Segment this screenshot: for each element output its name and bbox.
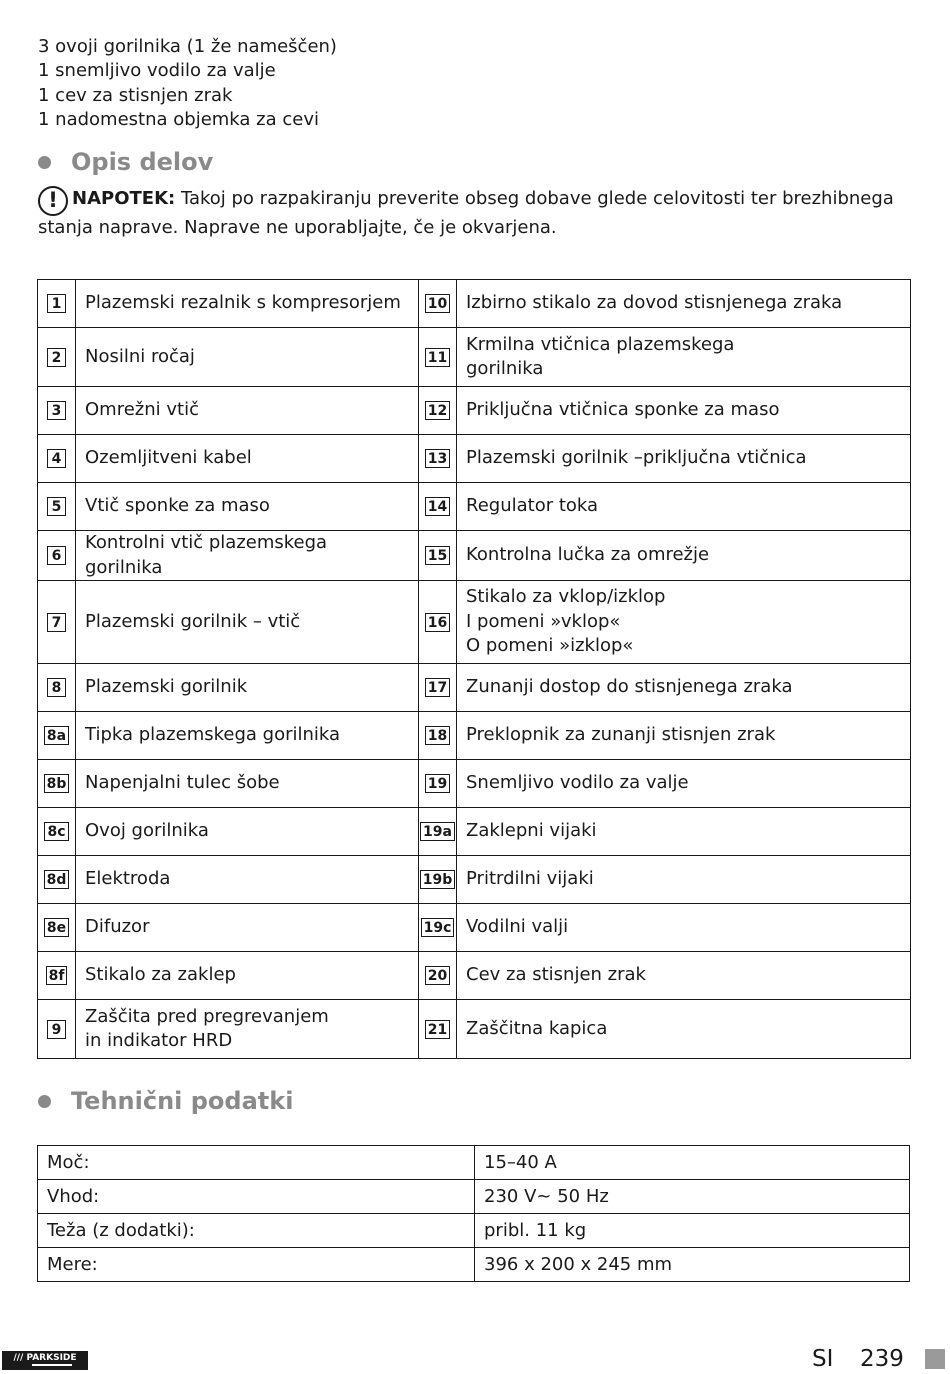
part-label-cell xyxy=(76,664,419,712)
part-number-cell xyxy=(38,712,76,760)
part-number-cell xyxy=(419,435,457,483)
part-label-cell xyxy=(76,387,419,435)
tech-heading xyxy=(38,1087,293,1115)
part-number-badge: 20 xyxy=(425,966,450,985)
part-label-cell xyxy=(457,483,911,531)
part-label: Vtič sponke za maso xyxy=(85,495,270,517)
part-number-cell xyxy=(419,856,457,904)
part-number-badge: 19 xyxy=(425,774,450,793)
tech-key: Vhod: xyxy=(38,1180,475,1214)
part-number-badge: 1 xyxy=(47,294,66,313)
part-number-badge: 19c xyxy=(421,918,455,937)
intro-line: 1 cev za stisnjen zrak xyxy=(38,84,233,106)
part-number-badge: 14 xyxy=(425,497,450,516)
part-label: Ovoj gorilnika xyxy=(85,820,209,842)
bullet-icon xyxy=(38,1095,51,1108)
parts-row xyxy=(38,952,911,1000)
part-label-cell xyxy=(76,280,419,328)
brand-logo xyxy=(2,1351,88,1370)
part-number-badge: 9 xyxy=(47,1020,66,1039)
part-label: Nosilni ročaj xyxy=(85,345,195,367)
parts-row xyxy=(38,531,911,581)
part-label: Plazemski gorilnik xyxy=(85,676,248,698)
part-label: Plazemski gorilnik – vtič xyxy=(85,610,301,632)
tech-key: Moč: xyxy=(38,1146,475,1180)
intro-line: 1 nadomestna objemka za cevi xyxy=(38,108,319,130)
part-label-cell xyxy=(76,531,419,581)
part-number-cell xyxy=(38,531,76,581)
part-label-cell xyxy=(76,952,419,1000)
part-label: Difuzor xyxy=(85,916,150,938)
part-number-badge: 8f xyxy=(46,966,68,985)
tech-value: 396 x 200 x 245 mm xyxy=(475,1248,910,1282)
part-label-cell xyxy=(457,712,911,760)
part-label: Omrežni vtič xyxy=(85,399,199,421)
parts-row xyxy=(38,581,911,664)
part-number-badge: 6 xyxy=(47,546,66,565)
part-label: Plazemski gorilnik –priključna vtičnica xyxy=(466,447,807,469)
tech-row xyxy=(38,1146,910,1180)
part-label-cell xyxy=(76,435,419,483)
part-label: Preklopnik za zunanji stisnjen zrak xyxy=(466,724,776,746)
part-number-badge: 7 xyxy=(47,613,66,632)
part-label-cell xyxy=(457,435,911,483)
part-number-cell xyxy=(419,328,457,387)
tech-key: Mere: xyxy=(38,1248,475,1282)
part-label: Napenjalni tulec šobe xyxy=(85,772,280,794)
part-number-badge: 5 xyxy=(47,497,66,516)
part-label-cell xyxy=(457,664,911,712)
part-label-cell xyxy=(457,1000,911,1059)
part-number-badge: 13 xyxy=(425,449,450,468)
part-number-badge: 8b xyxy=(44,774,70,793)
parts-row xyxy=(38,328,911,387)
part-label-cell xyxy=(457,328,911,387)
part-number-badge: 3 xyxy=(47,401,66,420)
part-number-cell xyxy=(419,904,457,952)
tech-value: 230 V~ 50 Hz xyxy=(475,1180,910,1214)
part-label-cell xyxy=(457,581,911,664)
part-number-badge: 15 xyxy=(425,546,450,565)
part-number-badge: 4 xyxy=(47,449,66,468)
parts-heading xyxy=(38,148,213,176)
page-tab-marker xyxy=(925,1349,945,1369)
part-label-cell xyxy=(457,904,911,952)
tech-key: Teža (z dodatki): xyxy=(38,1214,475,1248)
part-number-cell xyxy=(419,581,457,664)
bullet-icon xyxy=(38,156,51,169)
part-number-cell xyxy=(38,483,76,531)
exclamation-circle-icon: ! xyxy=(38,186,68,216)
part-label-cell xyxy=(76,1000,419,1059)
part-label: Izbirno stikalo za dovod stisnjenega zraka xyxy=(466,292,843,314)
part-number-badge: 19a xyxy=(420,822,455,841)
parts-row xyxy=(38,387,911,435)
part-number-cell xyxy=(419,952,457,1000)
part-label-cell xyxy=(457,808,911,856)
part-label-cell xyxy=(76,581,419,664)
part-number-badge: 8a xyxy=(44,726,69,745)
part-number-cell xyxy=(38,664,76,712)
part-number-cell xyxy=(419,483,457,531)
part-number-cell xyxy=(419,280,457,328)
part-number-cell xyxy=(38,581,76,664)
tech-value: pribl. 11 kg xyxy=(475,1214,910,1248)
part-number-cell xyxy=(38,435,76,483)
part-label: Pritrdilni vijaki xyxy=(466,868,594,890)
parts-row xyxy=(38,435,911,483)
page-number: 239 xyxy=(860,1346,904,1372)
part-label-cell xyxy=(457,280,911,328)
part-label: Tipka plazemskega gorilnika xyxy=(85,724,341,746)
tech-row xyxy=(38,1248,910,1282)
part-label-cell xyxy=(457,856,911,904)
part-label: Vodilni valji xyxy=(466,916,569,938)
notice-label: NAPOTEK: xyxy=(72,188,176,209)
part-number-badge: 17 xyxy=(425,678,450,697)
part-number-cell xyxy=(38,280,76,328)
page-language: SI xyxy=(812,1346,834,1372)
part-number-badge: 10 xyxy=(425,294,450,313)
part-label: Kontrolna lučka za omrežje xyxy=(466,544,710,566)
part-number-badge: 16 xyxy=(425,613,450,632)
parts-row xyxy=(38,483,911,531)
part-number-badge: 8 xyxy=(47,678,66,697)
part-number-cell xyxy=(419,808,457,856)
part-label: Ozemljitveni kabel xyxy=(85,447,252,469)
intro-line: 1 snemljivo vodilo za valje xyxy=(38,60,276,82)
part-number-badge: 2 xyxy=(47,348,66,367)
parts-row xyxy=(38,904,911,952)
brand-logo-text: /// PARKSIDE xyxy=(13,1353,77,1363)
part-label-cell xyxy=(457,387,911,435)
part-label-cell xyxy=(76,712,419,760)
part-label-cell xyxy=(76,808,419,856)
parts-row xyxy=(38,760,911,808)
part-number-cell xyxy=(38,904,76,952)
part-number-badge: 8e xyxy=(44,918,69,937)
tech-heading-text: Tehnični podatki xyxy=(71,1087,294,1115)
part-number-cell xyxy=(419,531,457,581)
part-label: Stikalo za vklop/izklop I pomeni »vklop« O pomeni »izklop« xyxy=(466,586,666,657)
part-label: Zaščita pred pregrevanjem in indikator HRD xyxy=(85,1005,329,1051)
part-number-cell xyxy=(38,760,76,808)
part-number-cell xyxy=(38,952,76,1000)
part-label: Zunanji dostop do stisnjenega zraka xyxy=(466,676,793,698)
part-number-cell xyxy=(419,664,457,712)
part-label-cell xyxy=(76,856,419,904)
part-number-cell xyxy=(419,1000,457,1059)
part-number-cell xyxy=(419,712,457,760)
tech-row xyxy=(38,1180,910,1214)
part-number-badge: 21 xyxy=(425,1020,450,1039)
parts-row xyxy=(38,856,911,904)
part-label-cell xyxy=(76,483,419,531)
part-label: Regulator toka xyxy=(466,495,599,517)
part-number-badge: 19b xyxy=(420,870,456,889)
part-label: Plazemski rezalnik s kompresorjem xyxy=(85,292,401,314)
part-label: Cev za stisnjen zrak xyxy=(466,964,646,986)
part-label: Priključna vtičnica sponke za maso xyxy=(466,399,780,421)
parts-row xyxy=(38,664,911,712)
part-label-cell xyxy=(76,904,419,952)
part-label-cell xyxy=(76,760,419,808)
part-label: Kontrolni vtič plazemskega gorilnika xyxy=(85,532,328,578)
parts-row xyxy=(38,808,911,856)
part-number-badge: 11 xyxy=(425,348,450,367)
part-number-cell xyxy=(38,387,76,435)
parts-row xyxy=(38,1000,911,1059)
part-label-cell xyxy=(457,952,911,1000)
part-number-cell xyxy=(419,387,457,435)
part-label-cell xyxy=(76,328,419,387)
part-number-badge: 8c xyxy=(44,822,68,841)
tech-table xyxy=(37,1145,910,1282)
part-label: Elektroda xyxy=(85,868,171,890)
part-number-cell xyxy=(38,328,76,387)
part-label: Krmilna vtičnica plazemskega gorilnika xyxy=(466,333,735,379)
part-label: Zaklepni vijaki xyxy=(466,820,597,842)
parts-table xyxy=(37,279,911,1059)
part-number-badge: 18 xyxy=(425,726,450,745)
intro-line: 3 ovoji gorilnika (1 že nameščen) xyxy=(38,36,337,57)
part-number-badge: 8d xyxy=(44,870,70,889)
notice xyxy=(38,186,912,241)
tech-value: 15–40 A xyxy=(475,1146,910,1180)
part-number-badge: 12 xyxy=(425,401,450,420)
part-number-cell xyxy=(38,808,76,856)
parts-heading-text: Opis delov xyxy=(71,148,214,176)
part-number-cell xyxy=(419,760,457,808)
part-label-cell xyxy=(457,760,911,808)
part-label-cell xyxy=(457,531,911,581)
part-number-cell xyxy=(38,1000,76,1059)
intro-list xyxy=(38,35,337,132)
part-label: Zaščitna kapica xyxy=(466,1017,608,1039)
part-label: Snemljivo vodilo za valje xyxy=(466,772,689,794)
parts-row xyxy=(38,712,911,760)
part-number-cell xyxy=(38,856,76,904)
notice-text: Takoj po razpakiranju preverite obseg dobave glede celovitosti ter brezhibnega stanja naprave. Naprave ne uporabljajte, če je okvarjena. xyxy=(38,188,894,238)
parts-row xyxy=(38,280,911,328)
tech-row xyxy=(38,1214,910,1248)
part-label: Stikalo za zaklep xyxy=(85,964,236,986)
